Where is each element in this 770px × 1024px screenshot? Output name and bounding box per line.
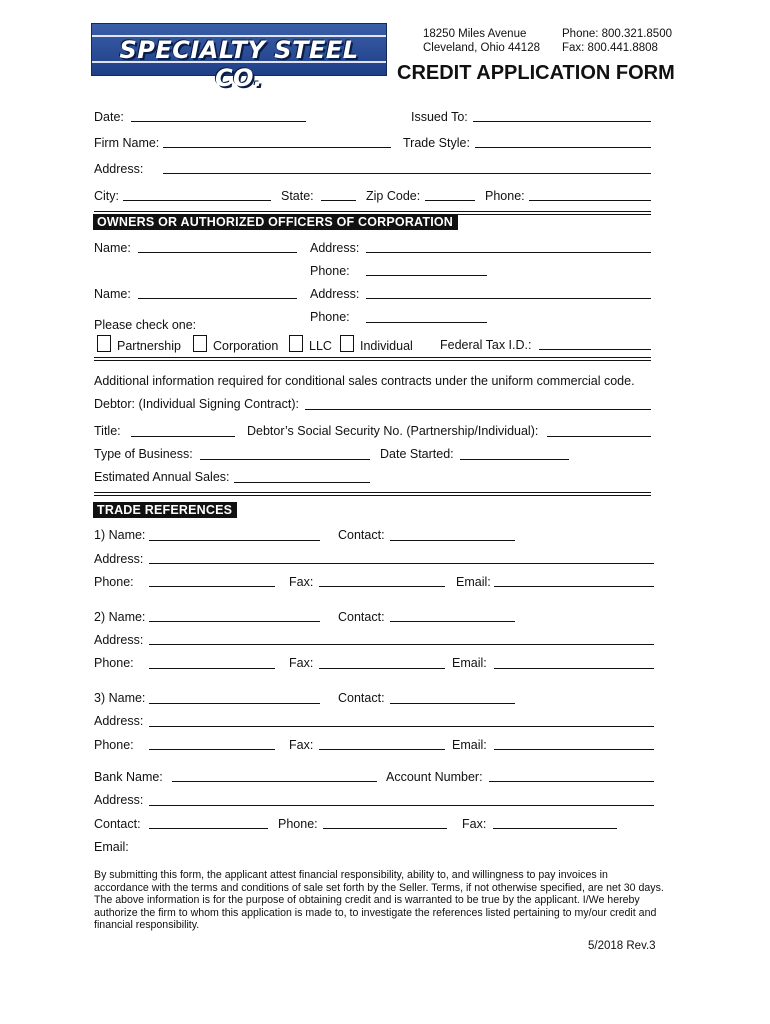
owner2-address-label: Address: [310,287,360,301]
ref1-email-label: Email: [456,575,491,589]
bank-email-label: Email: [94,840,129,854]
ref2-contact-field[interactable] [390,621,515,622]
ref3-address-field[interactable] [149,726,654,727]
account-number-field[interactable] [489,781,654,782]
owner1-phone-label: Phone: [310,264,350,278]
ref1-fax-label: Fax: [289,575,314,589]
bank-address-label: Address: [94,793,144,807]
partnership-label: Partnership [117,339,181,353]
annual-sales-label: Estimated Annual Sales: [94,470,230,484]
ref2-fax-field[interactable] [319,668,445,669]
company-fax: Fax: 800.441.8808 [562,42,658,54]
ref3-name-field[interactable] [149,703,320,704]
individual-label: Individual [360,339,413,353]
ref1-phone-field[interactable] [149,586,275,587]
bank-name-label: Bank Name: [94,770,163,784]
revision-label: 5/2018 Rev.3 [588,940,656,952]
ref3-email-field[interactable] [494,749,654,750]
firm-name-label: Firm Name: [94,136,160,150]
owner2-phone-label: Phone: [310,310,350,324]
city-label: City: [94,189,119,203]
bank-address-field[interactable] [149,805,654,806]
account-number-label: Account Number: [386,770,483,784]
ref3-contact-label: Contact: [338,691,385,705]
llc-label: LLC [309,339,332,353]
company-logo [91,23,387,92]
address-line-1: 18250 Miles Avenue [423,28,527,40]
ref3-phone-field[interactable] [149,749,275,750]
owner1-name-field[interactable] [138,252,297,253]
ref2-address-label: Address: [94,633,144,647]
ref3-fax-field[interactable] [319,749,445,750]
ref1-email-field[interactable] [494,586,654,587]
state-field[interactable] [321,200,356,201]
ref1-contact-label: Contact: [338,528,385,542]
ref1-name-field[interactable] [149,540,320,541]
address-line-2: Cleveland, Ohio 44128 [423,42,540,54]
bank-fax-label: Fax: [462,817,487,831]
business-type-label: Type of Business: [94,447,193,461]
annual-sales-field[interactable] [234,482,370,483]
owner1-address-field[interactable] [366,252,651,253]
bank-contact-field[interactable] [149,828,268,829]
state-label: State: [281,189,314,203]
issued-to-label: Issued To: [411,110,468,124]
phone-field[interactable] [529,200,651,201]
ref2-name-field[interactable] [149,621,320,622]
federal-tax-id-label: Federal Tax I.D.: [440,338,532,352]
conditional-info-text: Additional information required for conditional sales contracts under the uniform commercial code. [94,374,635,388]
ref1-contact-field[interactable] [390,540,515,541]
bank-phone-label: Phone: [278,817,318,831]
federal-tax-id-field[interactable] [539,349,651,350]
ref2-email-label: Email: [452,656,487,670]
bank-fax-field[interactable] [493,828,617,829]
owner2-name-field[interactable] [138,298,297,299]
owners-heading: OWNERS OR AUTHORIZED OFFICERS OF CORPORATION [93,214,458,230]
section-divider [94,357,651,361]
ref3-email-label: Email: [452,738,487,752]
corporation-checkbox[interactable] [193,335,207,352]
zip-label: Zip Code: [366,189,421,203]
ref3-contact-field[interactable] [390,703,515,704]
llc-checkbox[interactable] [289,335,303,352]
ref1-name-label: 1) Name: [94,528,146,542]
owner2-name-label: Name: [94,287,131,301]
title-label: Title: [94,424,121,438]
bank-contact-label: Contact: [94,817,141,831]
date-label: Date: [94,110,124,124]
date-started-label: Date Started: [380,447,454,461]
form-title: CREDIT APPLICATION FORM [397,62,675,84]
ref2-phone-field[interactable] [149,668,275,669]
date-started-field[interactable] [460,459,569,460]
company-phone: Phone: 800.321.8500 [562,28,672,40]
trade-references-heading: TRADE REFERENCES [93,502,237,518]
city-field[interactable] [123,200,271,201]
check-one-label: Please check one: [94,318,197,332]
owner1-phone-field[interactable] [366,275,487,276]
owner1-address-label: Address: [310,241,360,255]
zip-field[interactable] [425,200,475,201]
owner1-name-label: Name: [94,241,131,255]
issued-to-field[interactable] [473,121,651,122]
owner2-address-field[interactable] [366,298,651,299]
ref2-phone-label: Phone: [94,656,134,670]
ref1-fax-field[interactable] [319,586,445,587]
owner2-phone-field[interactable] [366,322,487,323]
ref2-address-field[interactable] [149,644,654,645]
ref3-fax-label: Fax: [289,738,314,752]
trade-style-field[interactable] [475,147,651,148]
logo-text: SPECIALTY STEEL CO. [119,36,359,92]
ssn-field[interactable] [547,436,651,437]
ref2-contact-label: Contact: [338,610,385,624]
partnership-checkbox[interactable] [97,335,111,352]
ref2-fax-label: Fax: [289,656,314,670]
debtor-field[interactable] [305,409,651,410]
disclaimer-text: By submitting this form, the applicant attest financial responsibility, ability to, and willingness to pay invoices in accordance with the terms and conditions of sale set forth by the Seller. Terms, if not otherwise specified, are net 30 days. The above information is for the purpose of obtaining credit and is warranted to be true by the applicant. I/We hereby authorize the firm to whom this application is made to, to investigate the references listed pertaining to my/our credit and financial responsibility. [94,869,664,932]
corporation-label: Corporation [213,339,279,353]
debtor-label: Debtor: (Individual Signing Contract): [94,397,299,411]
address-label: Address: [94,162,144,176]
ref1-address-field[interactable] [149,563,654,564]
ref3-name-label: 3) Name: [94,691,146,705]
individual-checkbox[interactable] [340,335,354,352]
firm-name-field[interactable] [163,147,391,148]
bank-phone-field[interactable] [323,828,447,829]
ref3-address-label: Address: [94,714,144,728]
date-field[interactable] [131,121,306,122]
phone-label: Phone: [485,189,525,203]
trade-style-label: Trade Style: [403,136,470,150]
business-type-field[interactable] [200,459,370,460]
ssn-label: Debtor’s Social Security No. (Partnership/Individual): [247,424,539,438]
address-field[interactable] [163,173,651,174]
ref1-phone-label: Phone: [94,575,134,589]
title-field[interactable] [131,436,235,437]
ref1-address-label: Address: [94,552,144,566]
ref3-phone-label: Phone: [94,738,134,752]
ref2-name-label: 2) Name: [94,610,146,624]
ref2-email-field[interactable] [494,668,654,669]
section-divider [94,492,651,496]
bank-name-field[interactable] [172,781,377,782]
